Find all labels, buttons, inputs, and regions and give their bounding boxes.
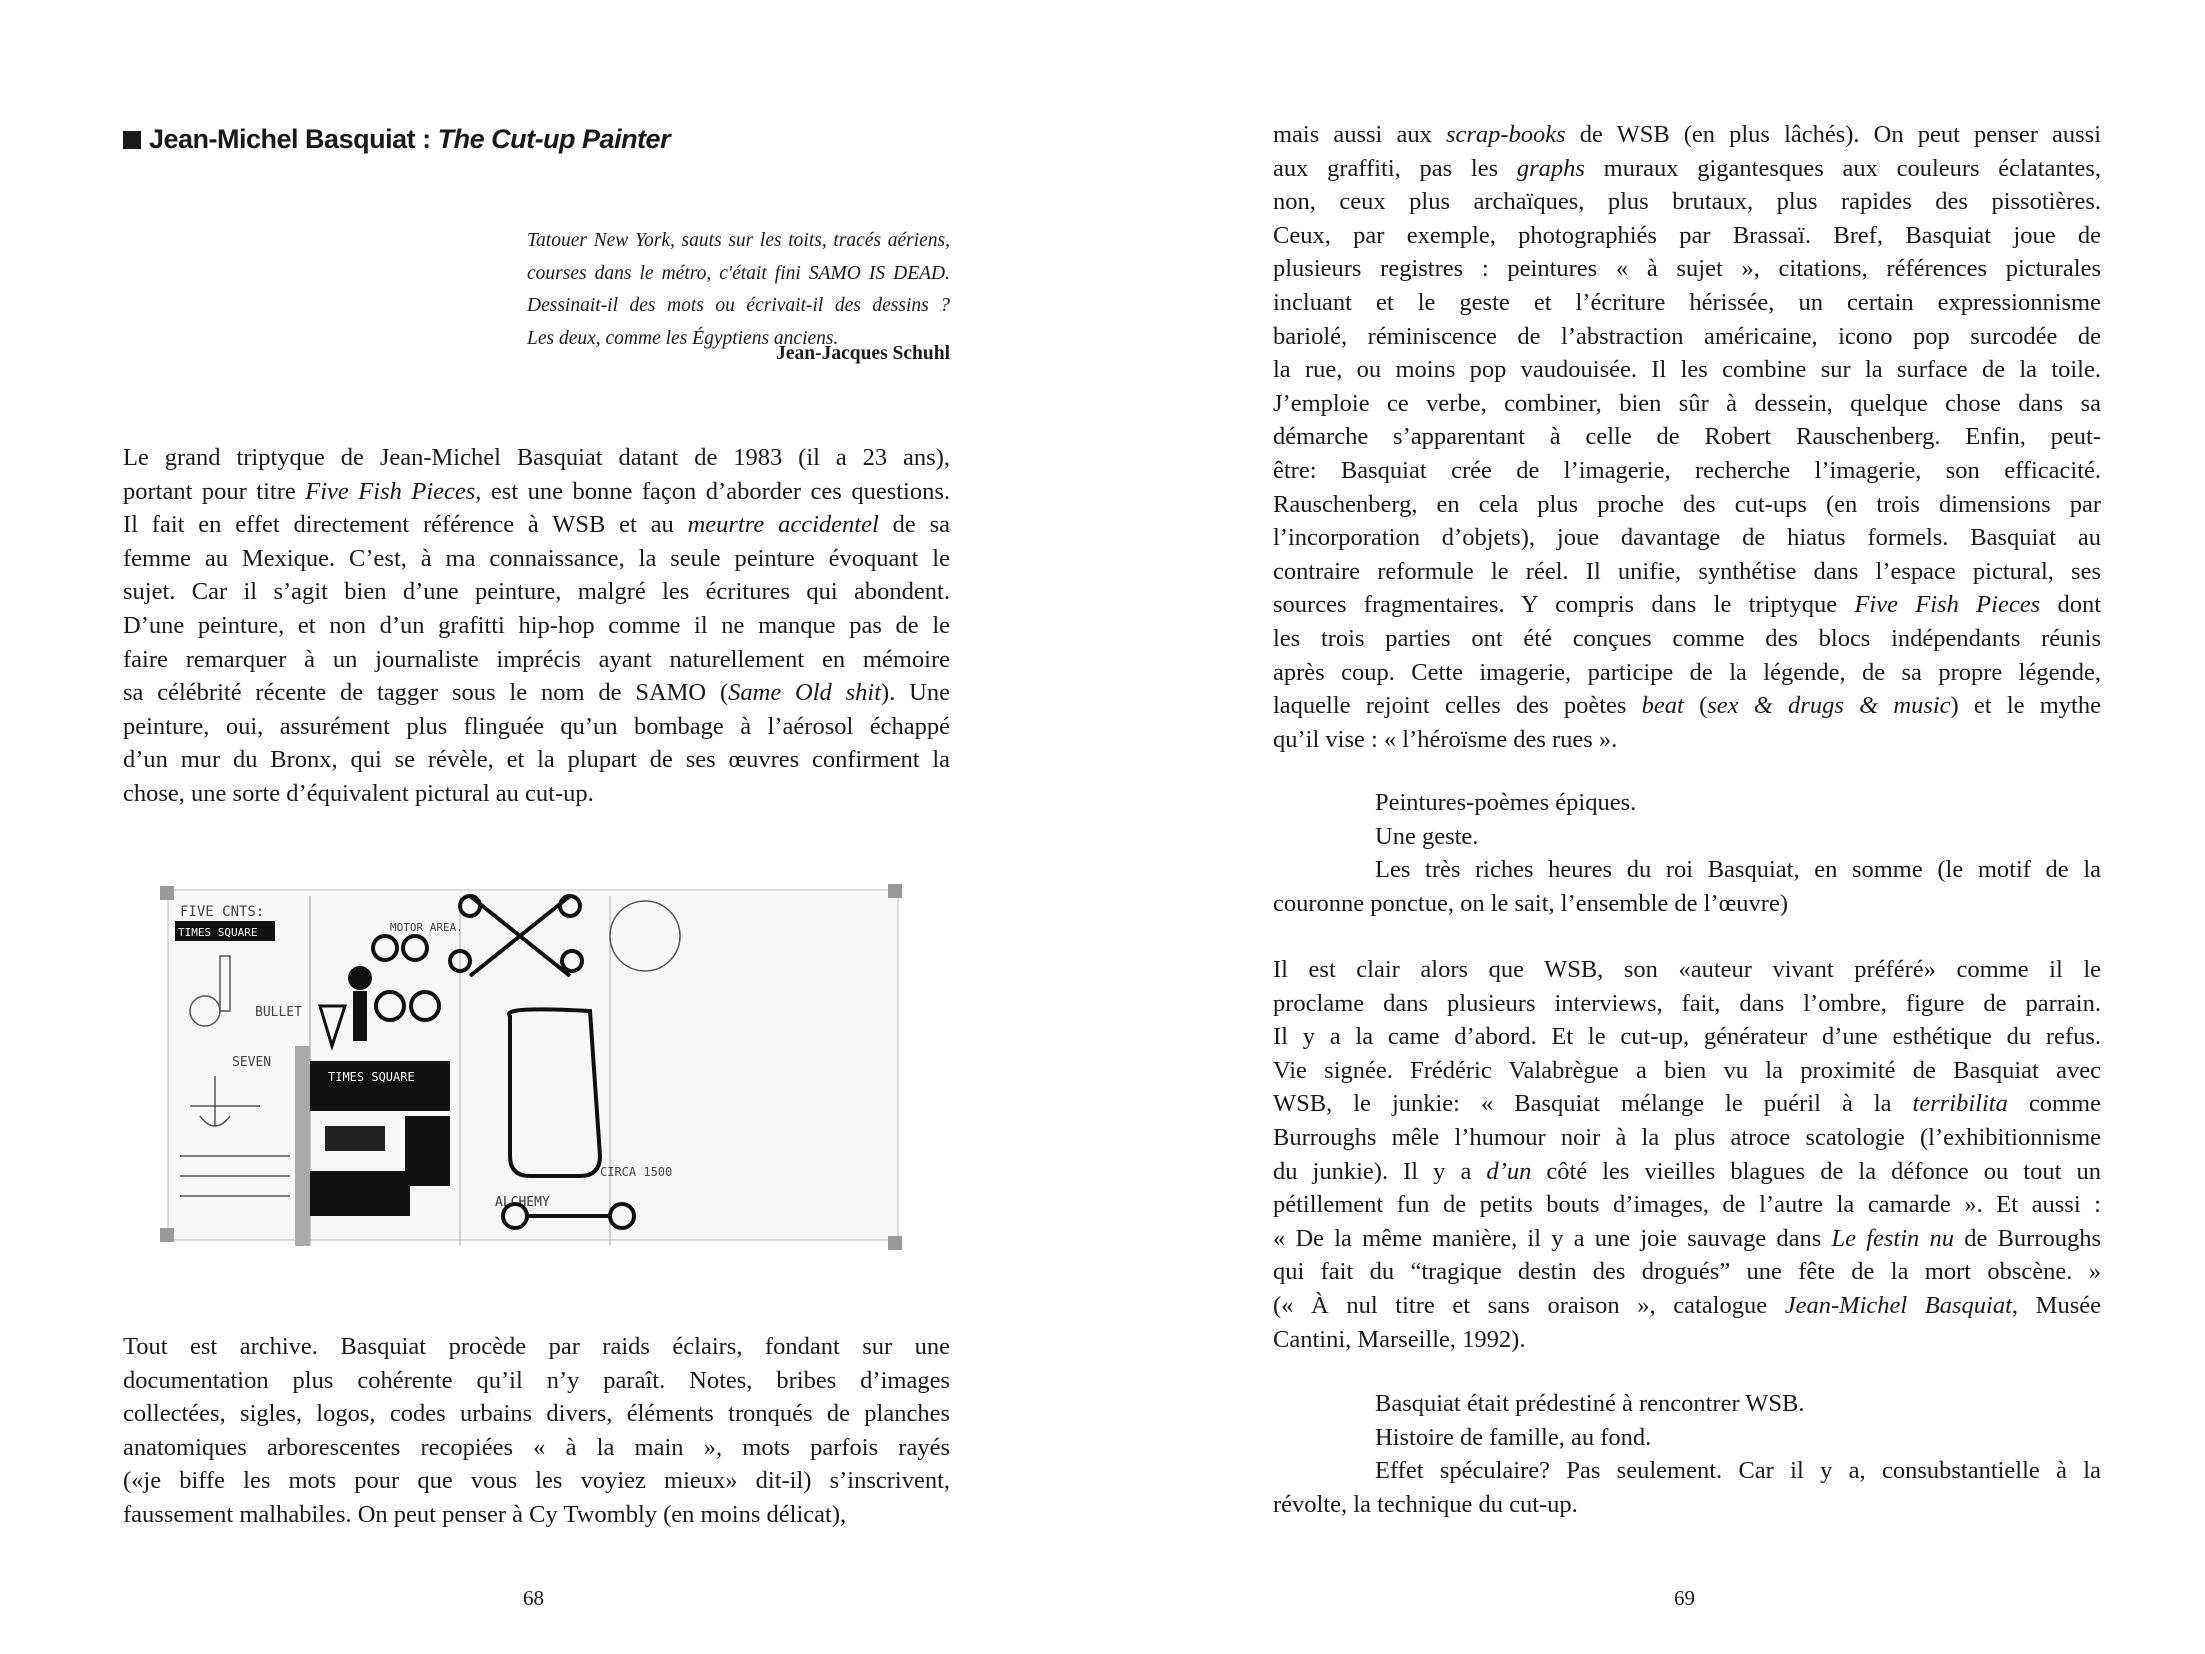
text-line <box>1273 1188 2101 1222</box>
text-line <box>1273 118 2101 152</box>
text-line <box>1273 689 2101 723</box>
text-segment: plusieurs registres : peintures « à sujet », citations, références picturales <box>1273 255 2101 283</box>
verse-line: révolte, la technique du cut-up. <box>1273 1490 1578 1518</box>
text-line <box>123 710 950 744</box>
epigraph-line: Tatouer New York, sauts sur les toits, tracés aériens, <box>527 230 950 251</box>
square-bullet-icon <box>123 131 141 149</box>
text-line <box>1273 320 2101 354</box>
text-segment: bariolé, réminiscence de l’abstraction américaine, icono pop surcodée de <box>1273 322 2101 350</box>
text-segment: documentation plus cohérente qu’il n’y paraît. Notes, bribes d’images <box>123 1366 950 1394</box>
text-segment: sources fragmentaires. Y compris dans le triptyque <box>1273 591 1855 619</box>
italic-text: graphs <box>1516 154 1585 182</box>
text-segment: proclame dans plusieurs interviews, fait, dans l’ombre, figure de parrain. <box>1273 989 2101 1017</box>
text-segment: de Burroughs <box>1954 1224 2101 1252</box>
painting-text: MOTOR AREA. <box>390 921 463 934</box>
text-line <box>1273 656 2101 690</box>
italic-text: beat <box>1641 692 1684 720</box>
text-segment: côté les vieilles blagues de la défonce ou tout un <box>1531 1157 2101 1185</box>
text-segment: Rauschenberg, en cela plus proche des cut-ups (en trois dimensions par <box>1273 490 2101 518</box>
text-line <box>1273 1121 2101 1155</box>
text-segment: peinture, oui, assurément plus flinguée qu’un bombage à l’aérosol échappé <box>123 712 950 740</box>
text-segment: qui fait du “tragique destin des drogués” une fête de la mort obscène. » <box>1273 1258 2101 1286</box>
text-segment: de sa <box>878 511 950 539</box>
text-line <box>1273 588 2101 622</box>
text-line <box>123 475 950 509</box>
text-segment: pétillement fun de petits bouts d’images, de l’autre la camarde ». Et aussi : <box>1273 1191 2101 1219</box>
text-segment: portant pour titre <box>123 477 306 505</box>
verse-line: Les très riches heures du roi Basquiat, en somme (le motif de la <box>1375 856 2101 884</box>
verse-line: Peintures-poèmes épiques. <box>1375 789 1637 816</box>
text-segment: du junkie). Il y a <box>1273 1157 1487 1185</box>
text-segment: après coup. Cette imagerie, participe de la légende, de sa propre légende, <box>1273 658 2101 686</box>
right-verse-1 <box>1273 786 2101 920</box>
text-segment: dont <box>2040 591 2101 619</box>
text-line <box>123 609 950 643</box>
text-line <box>1273 219 2101 253</box>
text-segment: Cantini, Marseille, 1992). <box>1273 1325 1526 1353</box>
text-segment: ( <box>1683 692 1708 720</box>
epigraph-line: Dessinait-il des mots ou écrivait-il des dessins ? <box>527 295 950 317</box>
text-line <box>1273 1289 2101 1323</box>
text-segment: comme <box>2007 1090 2101 1118</box>
text-segment: femme au Mexique. C’est, à ma connaissance, la seule peinture évoquant le <box>123 544 950 572</box>
text-segment: sa célébrité récente de tagger sous le nom de SAMO ( <box>123 679 729 707</box>
italic-text: Jean-Michel Basquiat <box>1784 1291 2012 1319</box>
text-segment: non, ceux plus archaïques, plus brutaux, plus rapides des pissotières. <box>1273 188 2101 216</box>
heading-name: Jean-Michel Basquiat : <box>149 124 438 154</box>
verse-line: Basquiat était prédestiné à rencontrer WSB. <box>1375 1390 1805 1417</box>
text-segment: WSB, le junkie: « Basquiat mélange le puéril à la <box>1273 1090 1913 1118</box>
text-segment: anatomiques arborescentes recopiées « à la main », mots parfois rayés <box>123 1433 950 1461</box>
epigraph-line: Les deux, comme les Égyptiens anciens. <box>527 327 839 349</box>
text-segment: laquelle rejoint celles des poètes <box>1273 692 1642 720</box>
text-line <box>1273 252 2101 286</box>
left-paragraph-2 <box>123 1330 950 1532</box>
text-line <box>123 1464 950 1498</box>
text-segment: ). Une <box>881 679 950 707</box>
text-segment: aux graffiti, pas les <box>1273 154 1517 182</box>
text-line <box>1273 622 2101 656</box>
page-number-right: 69 <box>1674 1586 1695 1610</box>
text-segment: , est une bonne façon d’aborder ces questions. <box>475 477 951 505</box>
italic-text: d’un <box>1486 1157 1532 1185</box>
text-segment: ) et le mythe <box>1950 692 2101 720</box>
text-segment: être: Basquiat crée de l’imagerie, recherche l’imagerie, son efficacité. <box>1273 456 2101 484</box>
text-segment: (« À nul titre et sans oraison », catalogue <box>1273 1291 1785 1319</box>
text-line <box>1273 420 2101 454</box>
text-segment: Le grand triptyque de Jean-Michel Basquiat datant de 1983 (il a 23 ans), <box>123 444 950 471</box>
text-line <box>1273 353 2101 387</box>
text-line <box>123 676 950 710</box>
text-segment: collectées, sigles, logos, codes urbains divers, éléments tronqués de planches <box>123 1400 950 1428</box>
text-segment: démarche s’apparentant à celle de Robert Rauschenberg. Enfin, peut- <box>1273 423 2101 451</box>
painting-text: BULLET <box>255 1005 302 1020</box>
painting-five-fish-pieces <box>160 876 908 1264</box>
italic-text: scrap-books <box>1445 121 1566 148</box>
painting-text: SEVEN <box>232 1055 272 1070</box>
text-line <box>1273 286 2101 320</box>
text-segment: Il y a la came d’abord. Et le cut-up, générateur d’une esthétique du refus. <box>1273 1023 2101 1051</box>
text-segment: muraux gigantesques aux couleurs éclatantes, <box>1584 154 2101 182</box>
text-line <box>123 1498 950 1532</box>
painting-text: CIRCA 1500 <box>600 1165 673 1179</box>
text-line <box>1273 1054 2101 1088</box>
text-line <box>1273 1087 2101 1121</box>
page-number-left: 68 <box>523 1586 544 1610</box>
text-line <box>1273 1255 2101 1289</box>
text-segment: les trois parties ont été conçues comme des blocs indépendants réunis <box>1273 624 2101 652</box>
text-line <box>123 743 950 777</box>
text-segment: Ceux, par exemple, photographiés par Brassaï. Bref, Basquiat joue de <box>1273 221 2101 249</box>
text-segment: Il est clair alors que WSB, son «auteur vivant préféré» comme il le <box>1273 956 2101 983</box>
verse-line: Effet spéculaire? Pas seulement. Car il y a, consubstantielle à la <box>1375 1457 2101 1485</box>
text-line <box>1273 387 2101 421</box>
text-line <box>1273 555 2101 589</box>
text-line <box>123 1431 950 1465</box>
text-line <box>123 1330 950 1364</box>
text-segment: qu’il vise : « l’héroïsme des rues ». <box>1273 725 1618 753</box>
right-paragraph-1 <box>1273 118 2101 756</box>
text-segment: « De la même manière, il y a une joie sauvage dans <box>1273 1224 1832 1252</box>
verse-line: couronne ponctue, on le sait, l’ensemble de l’œuvre) <box>1273 889 1789 917</box>
text-line <box>1273 152 2101 186</box>
text-line <box>1273 1222 2101 1256</box>
text-line <box>1273 521 2101 555</box>
text-line <box>123 777 950 811</box>
text-segment: Tout est archive. Basquiat procède par raids éclairs, fondant sur une <box>123 1333 950 1360</box>
painting-text: FIVE CNTS: <box>180 904 265 920</box>
italic-text: Five Fish Pieces <box>305 477 476 505</box>
text-segment: D’une peinture, et non d’un grafitti hip-hop comme il ne manque pas de le <box>123 611 950 639</box>
text-line <box>123 542 950 576</box>
text-segment: mais aussi aux <box>1273 121 1446 148</box>
text-segment: chose, une sorte d’équivalent pictural au cut-up. <box>123 779 594 807</box>
epigraph <box>527 225 950 355</box>
text-line <box>1273 454 2101 488</box>
heading-subtitle: The Cut-up Painter <box>437 124 671 154</box>
text-segment: incluant et le geste et l’écriture hérissée, un certain expressionnisme <box>1273 288 2101 316</box>
text-segment: contraire reformule le réel. Il unifie, synthétise dans l’espace pictural, ses <box>1273 557 2101 585</box>
italic-text: sex & drugs & music <box>1707 692 1951 720</box>
painting-text: TIMES SQUARE <box>178 926 258 939</box>
italic-text: Le festin nu <box>1831 1224 1954 1252</box>
right-verse-2 <box>1273 1387 2101 1521</box>
text-segment: Vie signée. Frédéric Valabrègue a bien vu la proximité de Basquiat avec <box>1273 1056 2101 1084</box>
right-paragraph-2 <box>1273 953 2101 1356</box>
text-line <box>1273 1323 2101 1357</box>
text-line <box>123 1364 950 1398</box>
text-segment: , Musée <box>2011 1291 2101 1319</box>
text-line <box>1273 1020 2101 1054</box>
text-line <box>1273 488 2101 522</box>
italic-text: meurtre accidentel <box>687 511 879 539</box>
text-segment: la rue, ou moins pop vaudouisée. Il les combine sur la surface de la toile. <box>1273 356 2101 384</box>
text-segment: faussement malhabiles. On peut penser à Cy Twombly (en moins délicat), <box>123 1500 847 1528</box>
text-line <box>123 643 950 677</box>
painting-text: ALCHEMY <box>495 1195 550 1210</box>
text-segment: Burroughs mêle l’humour noir à la plus atroce scatologie (l’exhibitionnisme <box>1273 1123 2101 1151</box>
text-line <box>1273 953 2101 987</box>
text-line <box>123 1397 950 1431</box>
text-line <box>123 508 950 542</box>
epigraph-author: Jean-Jacques Schuhl <box>776 343 950 364</box>
text-segment: («je biffe les mots pour que vous les voyiez mieux» dit-il) s’inscrivent, <box>123 1467 950 1495</box>
verse-line: Une geste. <box>1375 822 1479 850</box>
section-heading <box>123 124 670 155</box>
text-line <box>123 441 950 475</box>
text-segment: l’incorporation d’objets), joue davantage de hiatus formels. Basquiat au <box>1273 524 2101 552</box>
left-paragraph-1 <box>123 441 950 811</box>
italic-text: terribilita <box>1912 1090 2008 1118</box>
text-line <box>1273 1155 2101 1189</box>
text-segment: J’emploie ce verbe, combiner, bien sûr à dessein, quelque chose dans sa <box>1273 389 2101 417</box>
text-segment: sujet. Car il s’agit bien d’une peinture, malgré les écritures qui abondent. <box>123 578 950 606</box>
italic-text: Same Old shit <box>728 679 882 707</box>
verse-line: Histoire de famille, au fond. <box>1375 1423 1652 1451</box>
text-line <box>1273 185 2101 219</box>
epigraph-line: courses dans le métro, c'était fini SAMO IS DEAD. <box>527 262 950 284</box>
text-segment: de WSB (en plus lâchés). On peut penser aussi <box>1565 121 2101 148</box>
text-line <box>1273 723 2101 757</box>
text-segment: faire remarquer à un journaliste imprécis ayant naturellement en mémoire <box>123 645 950 673</box>
text-segment: d’un mur du Bronx, qui se révèle, et la plupart de ses œuvres confirment la <box>123 746 950 774</box>
text-line <box>1273 987 2101 1021</box>
svg-text:TIMES SQUARE: TIMES SQUARE <box>328 1070 415 1084</box>
italic-text: Five Fish Pieces <box>1854 591 2041 619</box>
text-segment: Il fait en effet directement référence à WSB et au <box>123 511 688 539</box>
text-line <box>123 575 950 609</box>
